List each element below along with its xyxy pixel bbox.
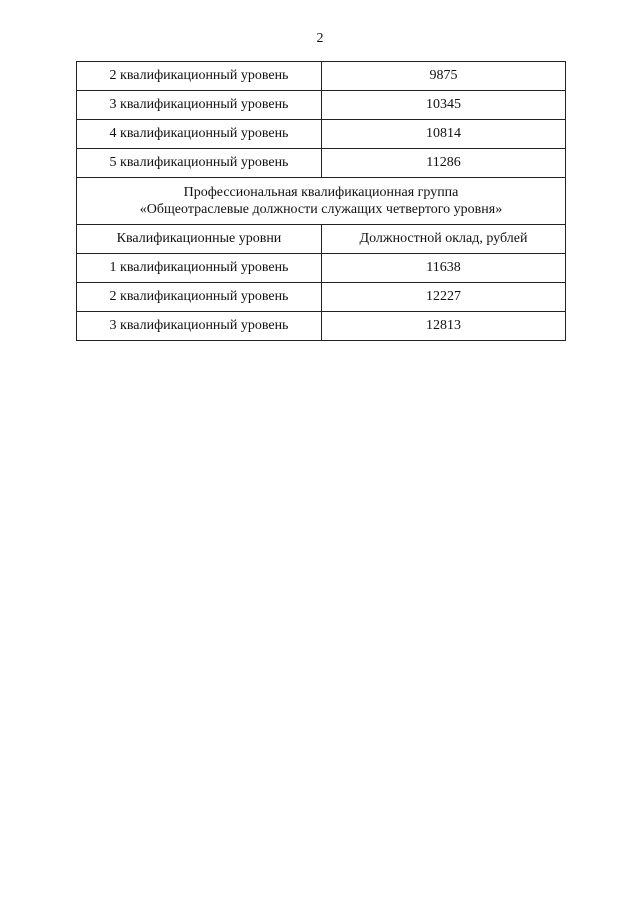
table-row [77,254,566,283]
group-title-line-2: «Общеотраслевые должности служащих четвертого уровня» [139,202,503,217]
table-row [77,312,566,341]
level-cell: 3 квалификационный уровень [77,91,322,120]
level-cell: 5 квалификационный уровень [77,149,322,178]
level-cell: 2 квалификационный уровень [77,283,322,312]
salary-table [76,61,566,341]
level-cell: 4 квалификационный уровень [77,120,322,149]
salary-cell: 11286 [322,149,566,178]
salary-cell: 12813 [322,312,566,341]
salary-cell: 12227 [322,283,566,312]
level-cell: 3 квалификационный уровень [77,312,322,341]
page-number: 2 [316,31,324,46]
group-title-cell [77,178,566,225]
salary-cell: 10345 [322,91,566,120]
level-cell: 1 квалификационный уровень [77,254,322,283]
table-row [77,283,566,312]
salary-cell: 10814 [322,120,566,149]
table-row [77,149,566,178]
salary-column-header: Должностной оклад, рублей [322,225,566,254]
table-row [77,91,566,120]
group-header-row [77,178,566,225]
salary-cell: 9875 [322,62,566,91]
level-cell: 2 квалификационный уровень [77,62,322,91]
salary-cell: 11638 [322,254,566,283]
group-title-line-1: Профессиональная квалификационная группа [183,185,459,200]
level-column-header: Квалификационные уровни [77,225,322,254]
table-row [77,62,566,91]
table-row [77,120,566,149]
column-header-row [77,225,566,254]
